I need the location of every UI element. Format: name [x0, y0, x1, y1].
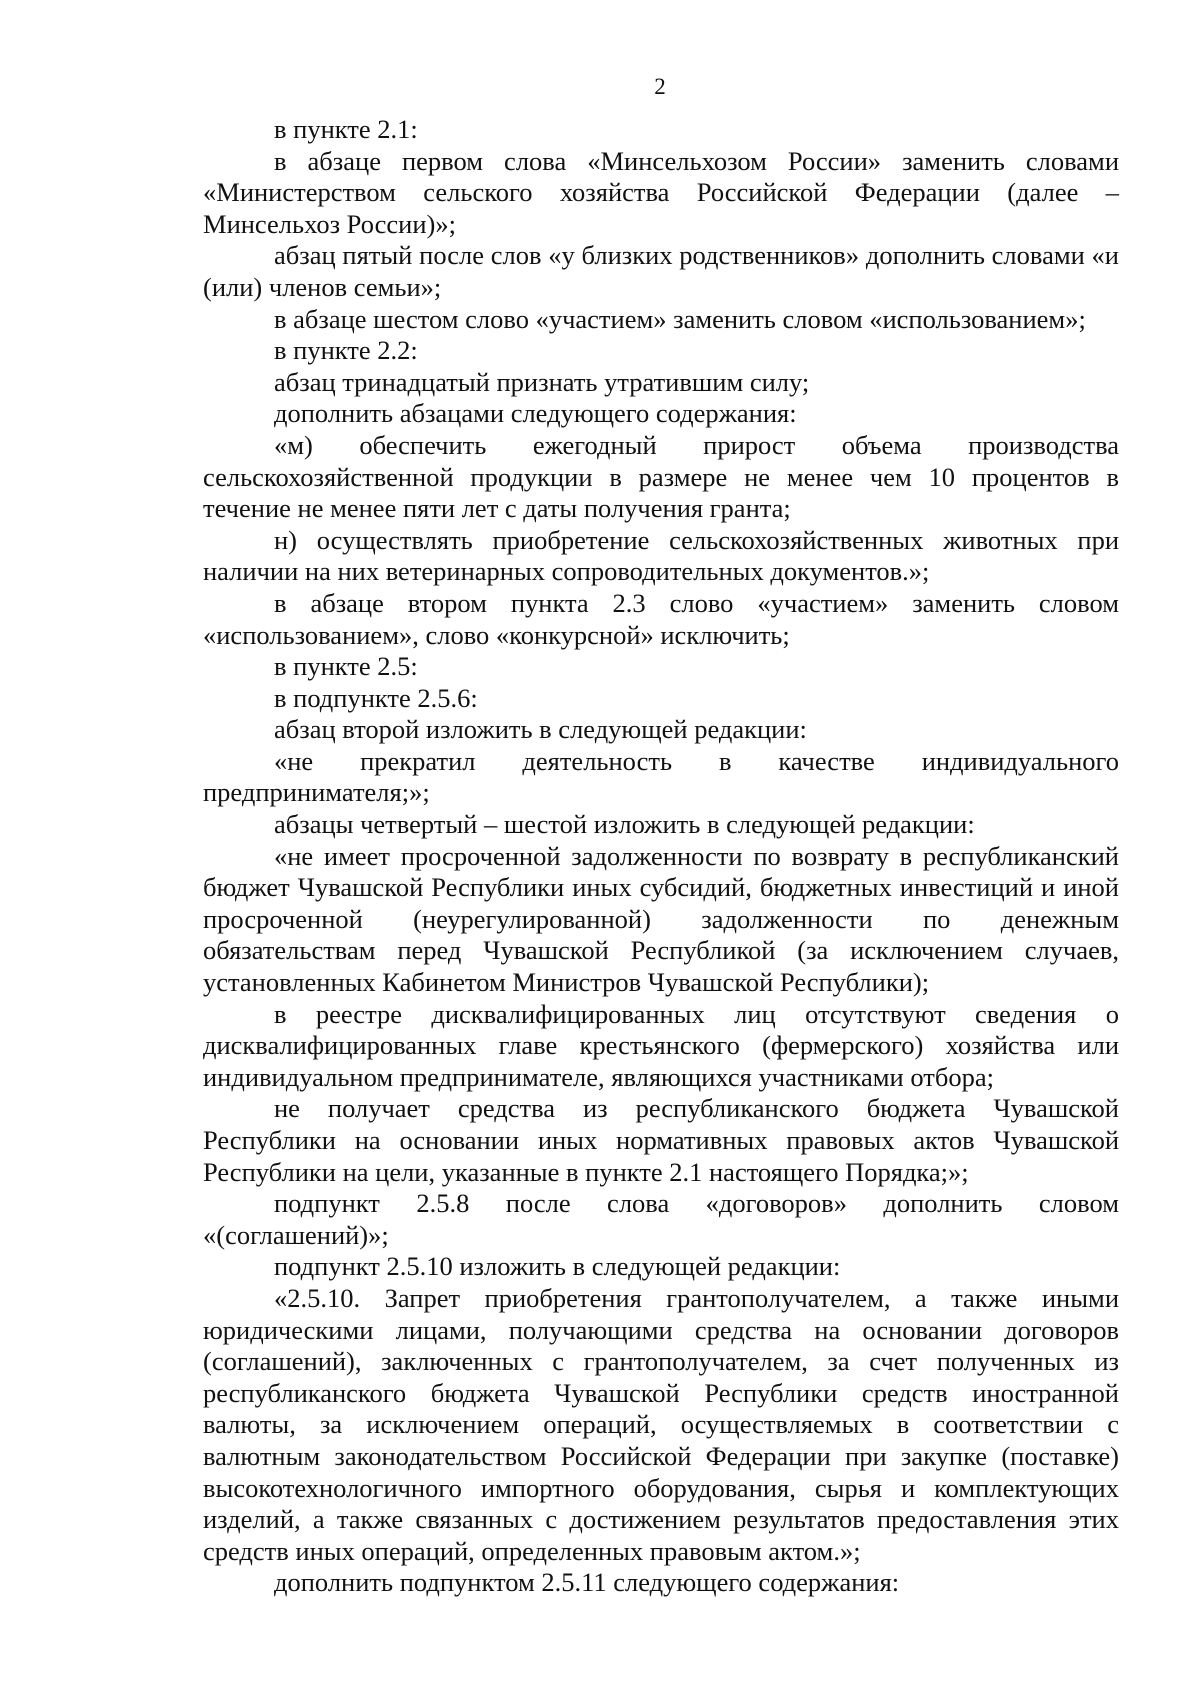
paragraph: не получает средства из республиканского бюджета Чувашской Республики на основании иных нормативных правовых актов Чувашской Республики на цели, указанные в пункте 2.1 настоящего Порядка;»;: [203, 1093, 1119, 1187]
paragraph: дополнить абзацами следующего содержания:: [274, 398, 797, 429]
paragraph: в пункте 2.2:: [274, 335, 418, 366]
paragraph: подпункт 2.5.8 после слова «договоров» дополнить словом «(соглашений)»;: [203, 1188, 1119, 1250]
document-text: [203, 114, 1119, 1599]
page-number: 2: [654, 74, 666, 99]
paragraph: в абзаце втором пункта 2.3 слово «участием» заменить словом «использованием», слово «конкурсной» исключить;: [203, 587, 1119, 650]
paragraph: в абзаце первом слова «Минсельхозом России» заменить словами «Министерством сельского хозяйства Российской Федерации (далее – Минсельхоз России)»;: [203, 145, 1119, 239]
paragraph: дополнить подпунктом 2.5.11 следующего содержания:: [274, 1567, 900, 1598]
paragraph: подпункт 2.5.10 изложить в следующей редакции:: [274, 1251, 841, 1282]
paragraph: «2.5.10. Запрет приобретения грантополучателем, а также иными юридическими лицами, получающими средства на основании договоров (соглашений), заключенных с грантополучателем, за счет полученных из республиканского бюджета Чувашской Республики средств иностранной валюты, за исключением операций, осуществляемых в соответствии с валютным законодательством Российской Федерации при закупке (поставке) высокотехнологичного импортного оборудования, сырья и комплектующих изделий, а также связанных с достижением результатов предоставления этих средств иных операций, определенных правовым актом.»;: [203, 1282, 1119, 1566]
paragraph: в реестре дисквалифицированных лиц отсутствуют сведения о дисквалифицированных главе крестьянского (фермерского) хозяйства или индивидуальном предпринимателе, являющихся участниками отбора;: [203, 998, 1119, 1092]
paragraph: в подпункте 2.5.6:: [274, 682, 478, 713]
paragraph: «м) обеспечить ежегодный прирост объема производства сельскохозяйственной продукции в размере не менее чем 10 процентов в течение не менее пяти лет с даты получения гранта;: [203, 429, 1119, 524]
paragraph: «не прекратил деятельность в качестве индивидуального предпринимателя;»;: [203, 745, 1119, 808]
paragraph: в пункте 2.5:: [274, 651, 418, 682]
paragraph: в пункте 2.1:: [274, 114, 418, 144]
paragraph: в абзаце шестом слово «участием» заменить словом «использованием»;: [274, 303, 1086, 334]
paragraph: «не имеет просроченной задолженности по возврату в республиканский бюджет Чувашской Республики иных субсидий, бюджетных инвестиций и иной просроченной (неурегулированной) задолженности по денежным обязательствам перед Чувашской Республикой (за исключением случаев, установленных Кабинетом Министров Чувашской Республики);: [203, 840, 1119, 998]
paragraph: абзац тринадцатый признать утратившим силу;: [274, 366, 810, 397]
paragraph: абзац второй изложить в следующей редакции:: [274, 714, 807, 745]
paragraph: абзацы четвертый – шестой изложить в следующей редакции:: [274, 809, 975, 840]
paragraph: абзац пятый после слов «у близких родственников» дополнить словами «и (или) членов семьи»;: [203, 240, 1119, 302]
paragraph: н) осуществлять приобретение сельскохозяйственных животных при наличии на них ветеринарных сопроводительных документов.»;: [203, 524, 1119, 587]
